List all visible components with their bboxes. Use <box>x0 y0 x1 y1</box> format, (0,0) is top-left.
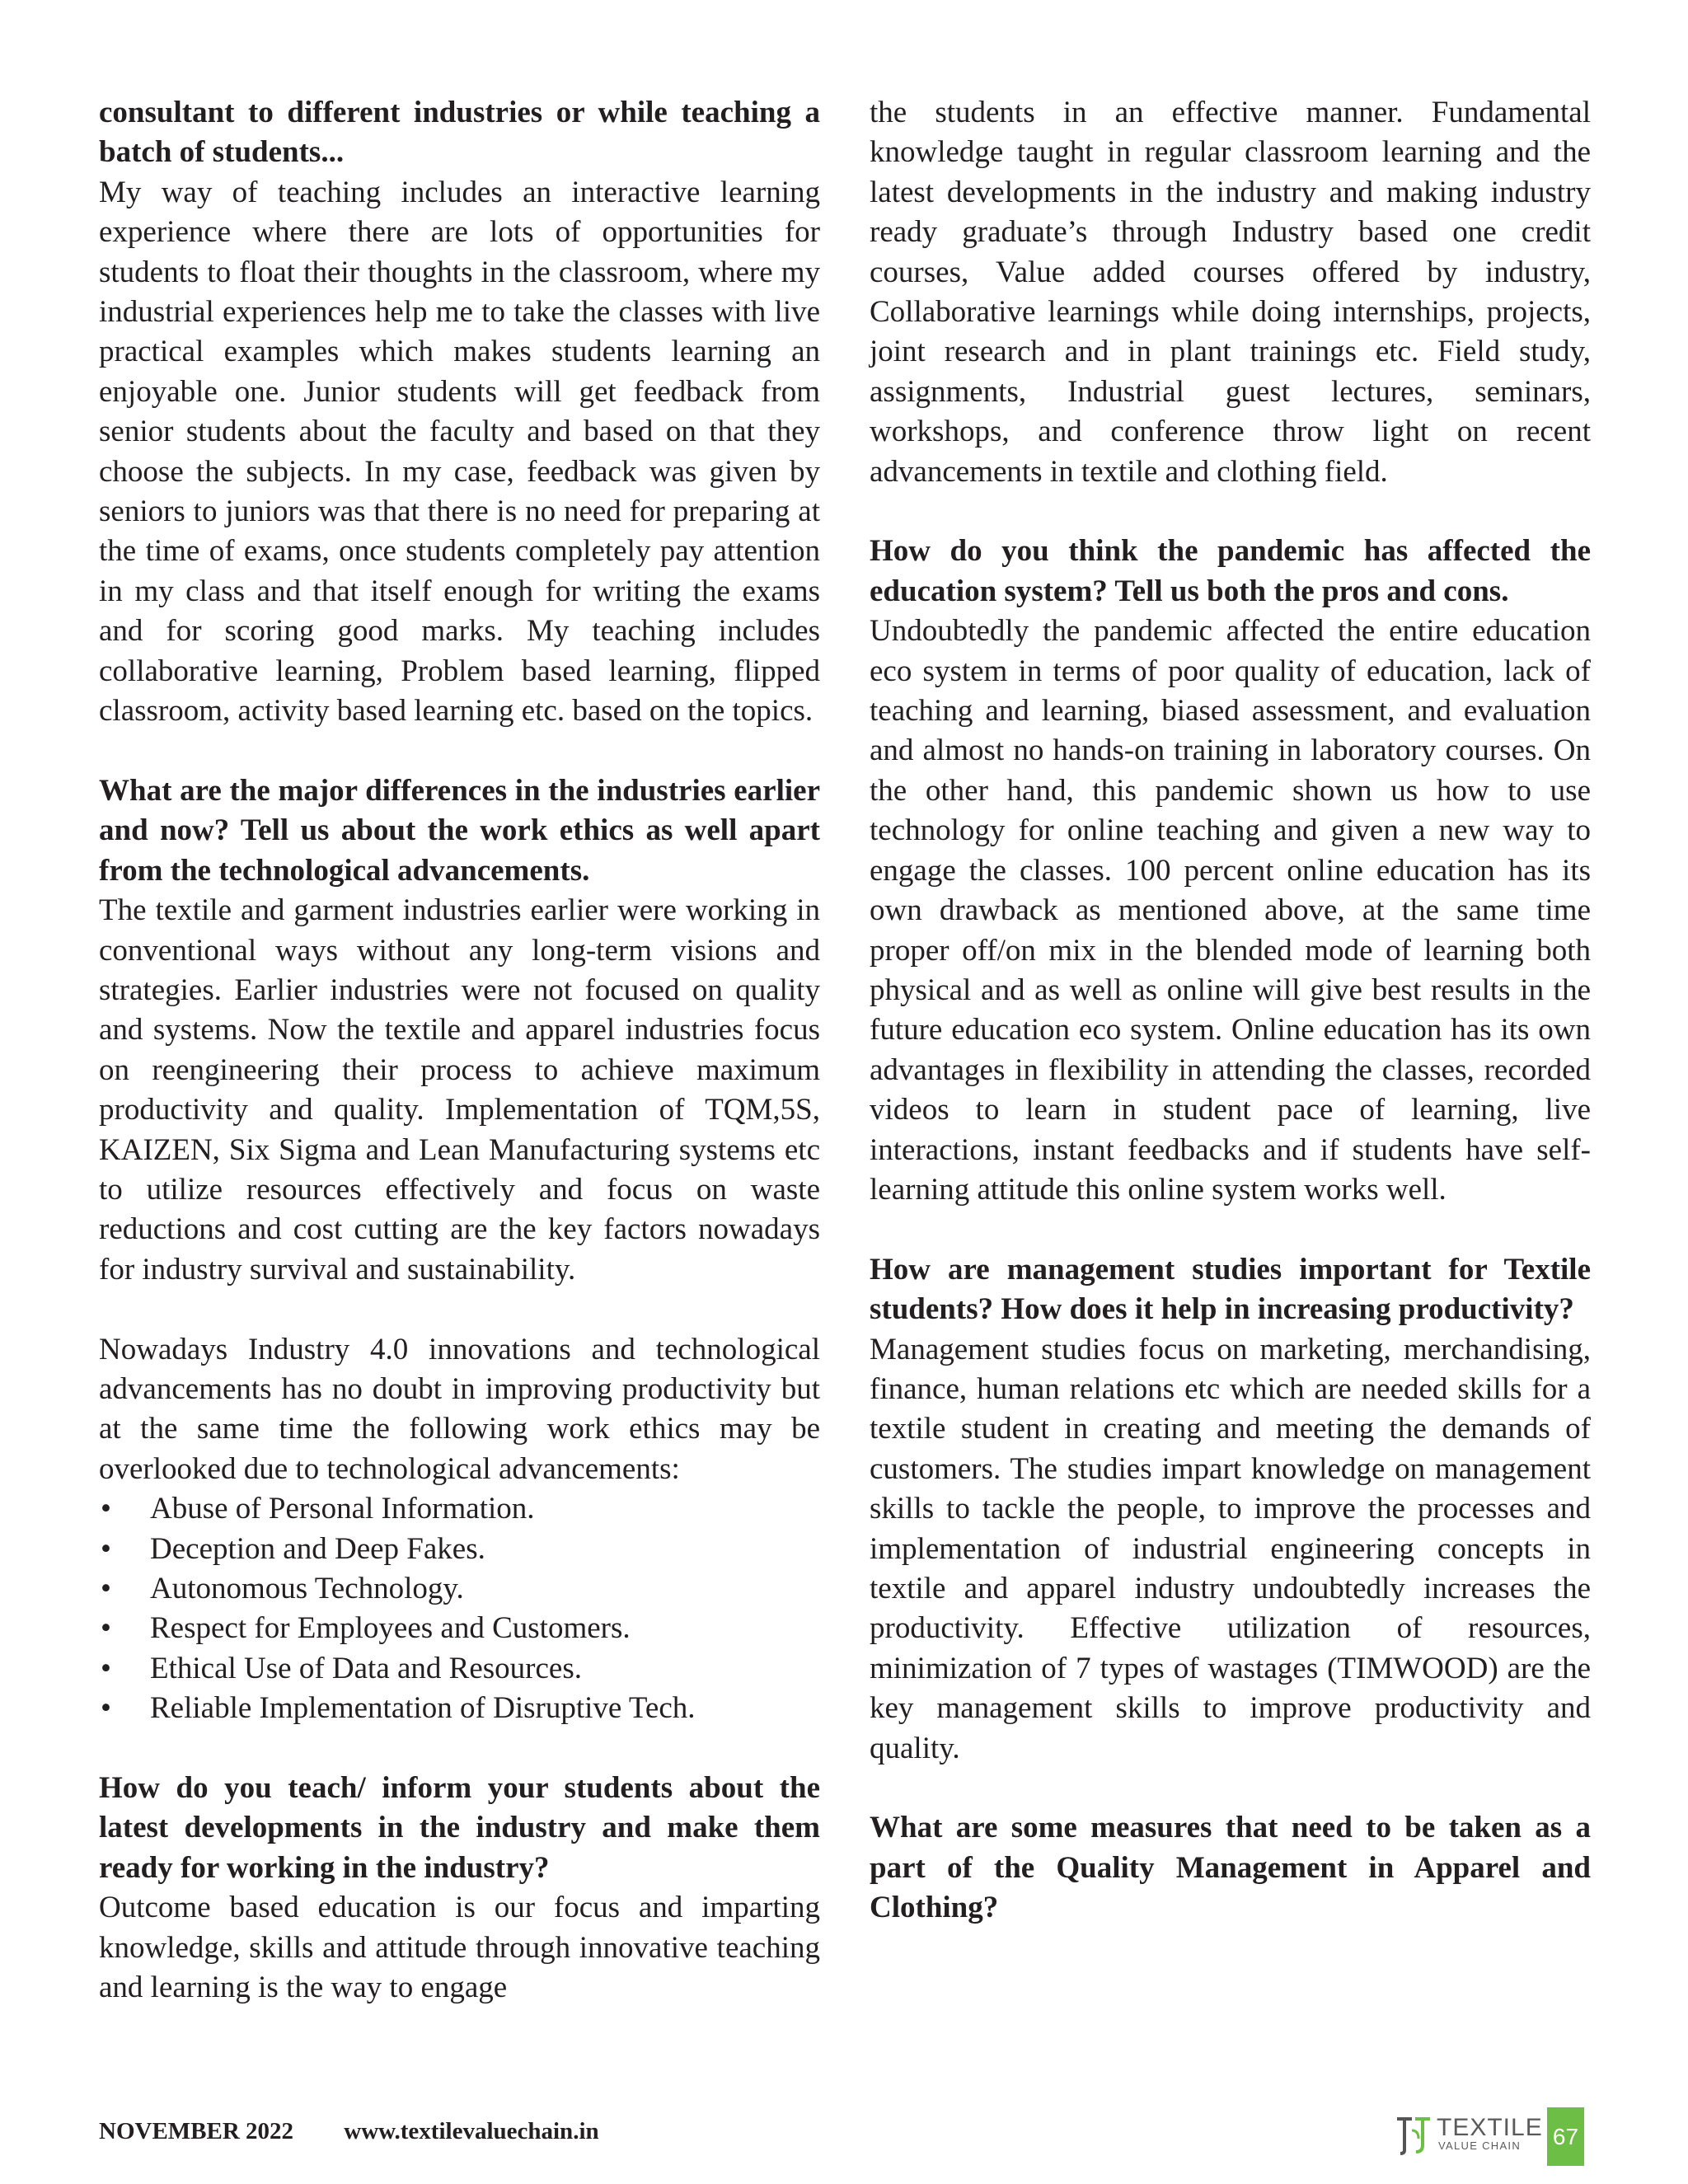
answer-differences: The textile and garment industries earlier were working in conventional ways without any long-term visions and strategies. Earlier industries were not focused on quality and systems. Now the textile and apparel industries focus on reengineering their process to achieve maximum productivity and quality. Implementation of TQM,5S, KAIZEN, Six Sigma and Lean Manufacturing systems etc to utilize resources effectively and focus on waste reductions and cost cutting are the key factors nowadays for industry survival and sustainability. <box>99 893 820 1286</box>
list-item: • Ethical Use of Data and Resources. <box>99 1649 820 1689</box>
paragraph-gap <box>99 1290 820 1329</box>
list-item: • Deception and Deep Fakes. <box>99 1530 820 1569</box>
footer <box>99 2118 599 2145</box>
website-link[interactable]: www.textilevaluechain.in <box>344 2118 599 2144</box>
answer-management: Management studies focus on marketing, merchandising, finance, human relations etc which are needed skills for a textile student in creating and meeting the demands of customers. The studies impart knowledge on management skills to tackle the people, to improve the processes and implementation of industrial engineering concepts in textile and apparel industry undoubtedly increases the productivity. Effective utilization of resources, minimization of 7 types of wastages (TIMWOOD) are the key management skills to improve productivity and quality. <box>870 1332 1591 1765</box>
list-item: • Respect for Employees and Customers. <box>99 1609 820 1648</box>
answer-teach-start: Outcome based education is our focus and imparting knowledge, skills and attitude through innovative teaching and learning is the way to engage <box>99 1891 820 2005</box>
question-differences: What are the major differences in the industries earlier and now? Tell us about the work ethics as well apart from the technological advancements. <box>99 773 820 888</box>
intro-question-end: consultant to different industries or while teaching a batch of students... <box>99 96 820 170</box>
paragraph-gap <box>870 1210 1591 1249</box>
paragraph-gap <box>870 492 1591 532</box>
question-pandemic: How do you think the pandemic has affected the education system? Tell us both the pros and cons. <box>870 534 1591 608</box>
logo-mark-icon <box>1395 2114 1432 2155</box>
question-management: How are management studies important for Textile students? How does it help in increasing productivity? <box>870 1252 1591 1327</box>
industry40-paragraph: Nowadays Industry 4.0 innovations and technological advancements has no doubt in improving productivity but at the same time the following work ethics may be overlooked due to technological advancements: <box>99 1332 820 1486</box>
page-number: 67 <box>1547 2107 1584 2166</box>
list-item: • Autonomous Technology. <box>99 1569 820 1609</box>
list-item: • Reliable Implementation of Disruptive Tech. <box>99 1689 820 1728</box>
textile-value-chain-logo <box>1395 2111 1544 2160</box>
paragraph-gap <box>99 1729 820 1769</box>
intro-answer: My way of teaching includes an interactive learning experience where there are lots of opportunities for students to float their thoughts in the classroom, where my industrial experiences help me to take the classes with live practical examples which makes students learning an enjoyable one. Junior students will get feedback from senior students about the faculty and based on that they choose the subjects. In my case, feedback was given by seniors to juniors was that there is no need for preparing at the time of exams, once students completely pay attention in my class and that itself enough for writing the exams and for scoring good marks. My teaching includes collaborative learning, Problem based learning, flipped classroom, activity based learning etc. based on the topics. <box>99 175 820 729</box>
logo-subtitle: VALUE CHAIN <box>1438 2139 1522 2152</box>
ethics-list <box>99 1489 820 1728</box>
paragraph-gap <box>870 1769 1591 1808</box>
logo-word: TEXTILE <box>1437 2114 1543 2141</box>
issue-date: NOVEMBER 2022 <box>99 2118 294 2144</box>
question-quality: What are some measures that need to be taken as a part of the Quality Management in Apparel and Clothing? <box>870 1811 1591 1925</box>
list-item: • Abuse of Personal Information. <box>99 1489 820 1529</box>
question-teach: How do you teach/ inform your students about the latest developments in the industry and make them ready for working in the industry? <box>99 1771 820 1885</box>
left-column <box>99 93 820 2008</box>
right-column <box>870 93 1591 1929</box>
answer-teach-continued: the students in an effective manner. Fundamental knowledge taught in regular classroom learning and the latest developments in the industry and making industry ready graduate’s through Industry based one credit courses, Value added courses offered by industry, Collaborative learnings while doing internships, projects, joint research and in plant trainings etc. Field study, assignments, Industrial guest lectures, seminars, workshops, and conference throw light on recent advancements in textile and clothing field. <box>870 96 1591 489</box>
paragraph-gap <box>99 732 820 771</box>
answer-pandemic: Undoubtedly the pandemic affected the entire education eco system in terms of poor quality of education, lack of teaching and learning, biased assessment, and evaluation and almost no hands-on training in laboratory courses. On the other hand, this pandemic shown us how to use technology for online teaching and given a new way to engage the classes. 100 percent online education has its own drawback as mentioned above, at the same time proper off/on mix in the blended mode of learning both physical and as well as online will give best results in the future education eco system. Online education has its own advantages in flexibility in attending the classes, recorded videos to learn in student pace of learning, live interactions, instant feedbacks and if students have self-learning attitude this online system works well. <box>870 614 1591 1207</box>
